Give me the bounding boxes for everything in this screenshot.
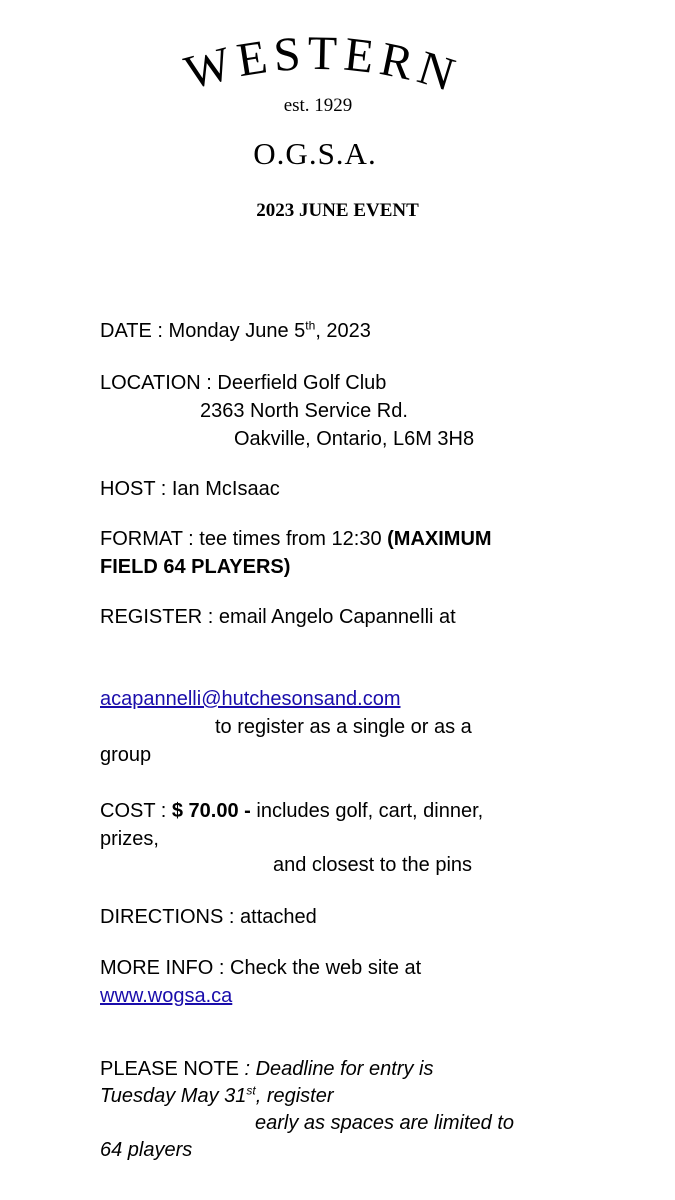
location-line — [100, 370, 386, 396]
register-instructions-cont: group — [100, 744, 152, 766]
format-label: FORMAT : — [100, 528, 200, 550]
cost-amount: $ 70.00 - — [171, 800, 251, 822]
note-register: , register — [255, 1085, 334, 1107]
cost-includes-cont: prizes, — [100, 828, 159, 850]
location-address: 2363 North Service Rd. — [200, 400, 408, 422]
host-value: Ian McIsaac — [171, 478, 280, 500]
note-date-suffix: st — [246, 1083, 256, 1098]
note-label: PLEASE NOTE — [100, 1058, 245, 1080]
date-value: Monday June 5 — [168, 320, 306, 342]
document-header — [0, 0, 675, 230]
register-email-line — [100, 686, 401, 712]
directions-line — [100, 904, 317, 930]
note-line — [100, 1056, 433, 1082]
register-label: REGISTER : — [100, 606, 219, 628]
format-line — [100, 526, 492, 552]
note-deadline: : Deadline for entry is — [244, 1058, 434, 1080]
established-year: est. 1929 — [283, 95, 353, 116]
directions-value: attached — [240, 906, 317, 928]
cost-includes: includes golf, cart, dinner, — [250, 800, 484, 822]
date-label: DATE : — [100, 320, 169, 342]
more-info-label: MORE INFO : — [100, 957, 230, 979]
note-players: 64 players — [100, 1139, 193, 1161]
arc-title-text: WESTERN — [179, 26, 467, 104]
directions-label: DIRECTIONS : — [100, 906, 241, 928]
website-link-line — [100, 983, 232, 1009]
register-instructions: to register as a single or as a — [215, 716, 472, 738]
event-title: 2023 JUNE EVENT — [256, 200, 419, 221]
register-line — [100, 604, 456, 630]
format-value: tee times from 12:30 — [199, 528, 388, 550]
date-line — [100, 318, 371, 344]
host-label: HOST : — [100, 478, 172, 500]
svg-text:WESTERN — [179, 27, 466, 104]
register-email-link[interactable]: acapannelli@hutchesonsand.com — [100, 688, 401, 710]
website-link[interactable]: www.wogsa.ca — [100, 985, 233, 1007]
format-max-field-cont: FIELD 64 PLAYERS) — [100, 556, 291, 578]
host-line — [100, 476, 280, 502]
more-info-line — [100, 955, 421, 981]
note-spaces-limited: early as spaces are limited to — [255, 1112, 515, 1134]
format-max-field: (MAXIMUM — [387, 528, 492, 550]
register-value: email Angelo Capannelli at — [218, 606, 456, 628]
note-date: Tuesday May 31 — [100, 1085, 247, 1107]
date-suffix: th — [305, 318, 316, 333]
date-year: , 2023 — [315, 320, 371, 342]
location-city: Oakville, Ontario, L6M 3H8 — [234, 428, 475, 450]
cost-line — [100, 798, 483, 824]
location-name: Deerfield Golf Club — [217, 372, 387, 394]
more-info-value: Check the web site at — [230, 957, 422, 979]
cost-includes-pins: and closest to the pins — [273, 854, 473, 876]
location-label: LOCATION : — [100, 372, 218, 394]
cost-label: COST : — [100, 800, 172, 822]
organization-name: O.G.S.A. — [253, 136, 377, 171]
note-date-line — [100, 1083, 334, 1109]
